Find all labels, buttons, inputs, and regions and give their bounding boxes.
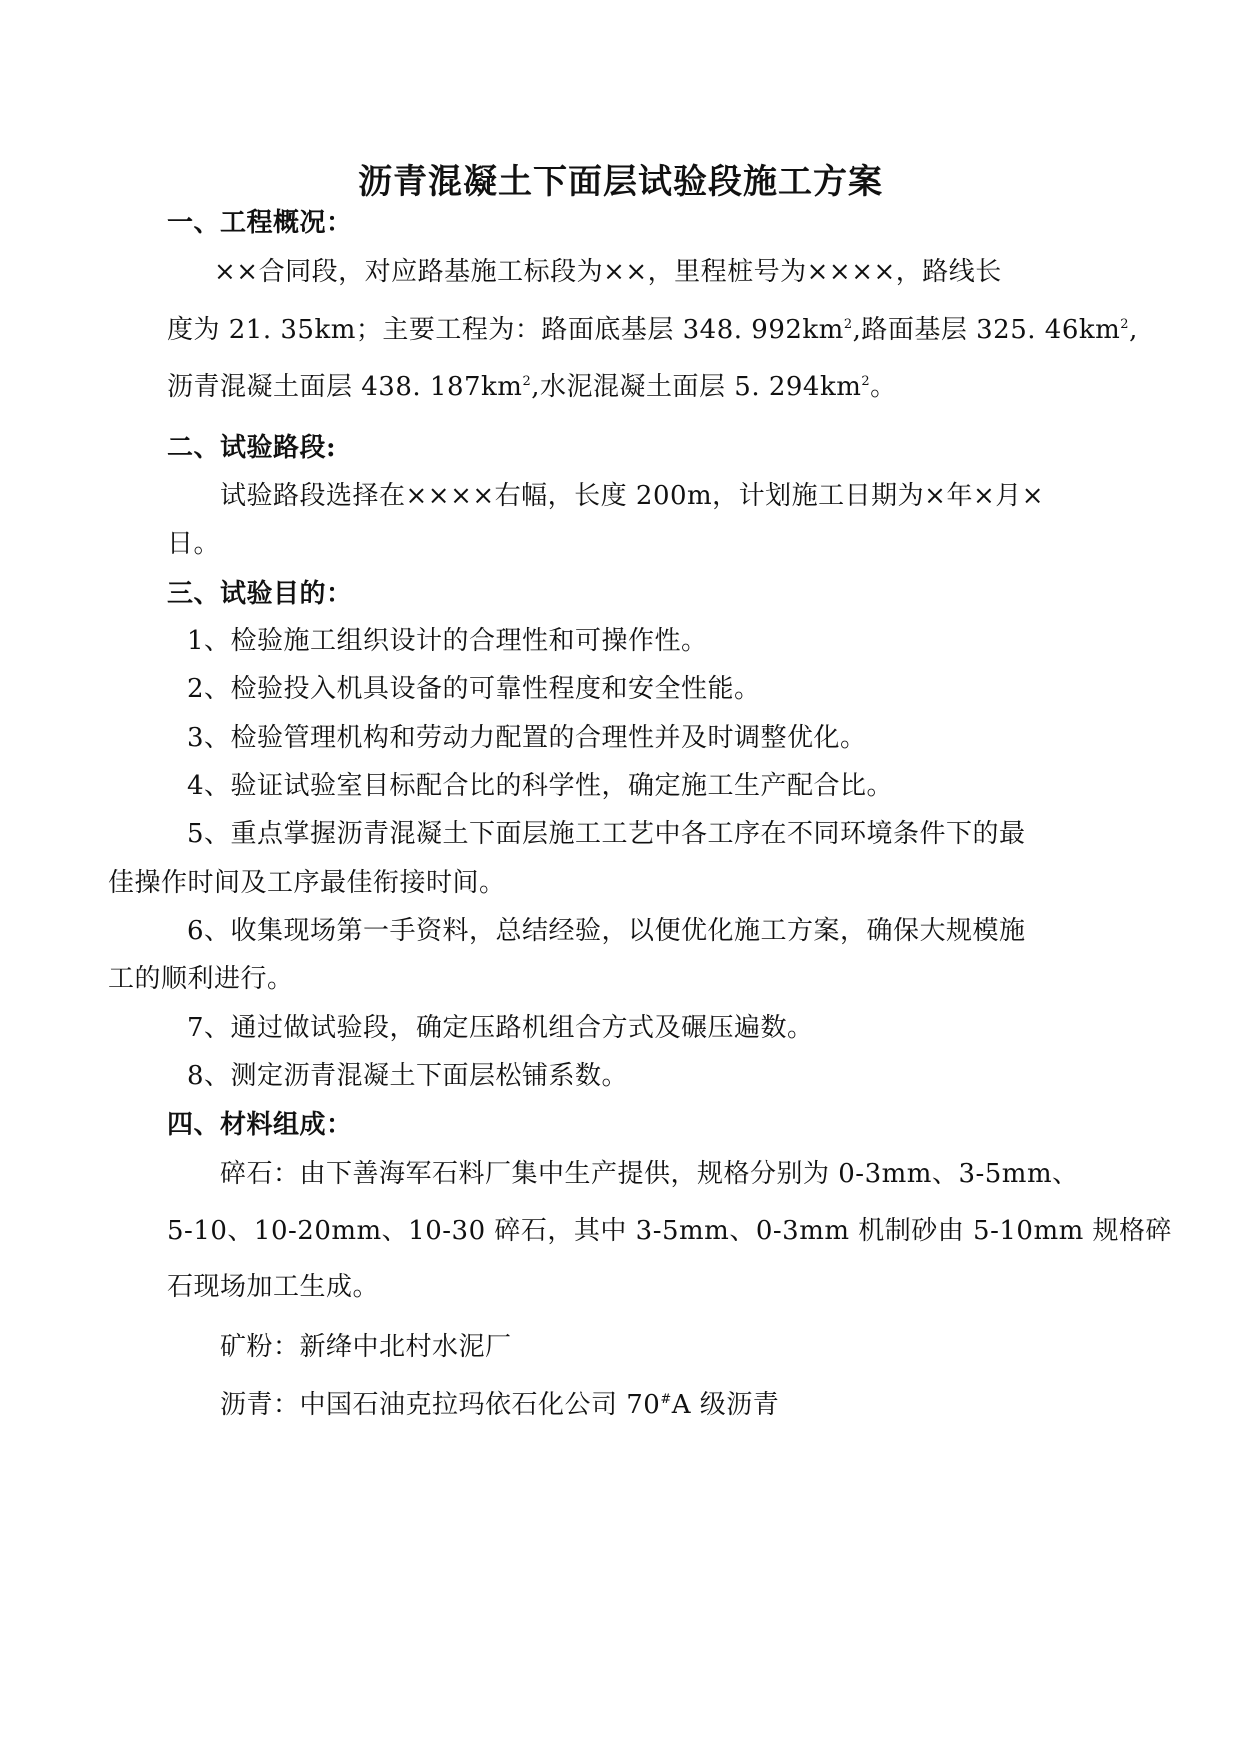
superscript: 2	[522, 374, 532, 389]
section-heading-test-section: 二、试验路段:	[167, 433, 337, 463]
section-heading-test-purpose: 三、试验目的：	[167, 579, 353, 609]
paragraph-line: 碎石：由下善海军石料厂集中生产提供，规格分别为 0-3mm、3-5mm、	[220, 1159, 1079, 1189]
list-item: 1、检验施工组织设计的合理性和可操作性。	[187, 626, 708, 656]
list-item: 8、测定沥青混凝土下面层松铺系数。	[187, 1061, 629, 1091]
text-span: ,路面基层 325. 46km	[852, 315, 1121, 345]
paragraph-line: ××合同段，对应路基施工标段为××，里程桩号为××××，路线长	[214, 257, 1002, 287]
paragraph-line: 矿粉：新绛中北村水泥厂	[220, 1332, 512, 1362]
text-span: 沥青混凝土面层 438. 187km	[167, 372, 523, 402]
list-item: 4、验证试验室目标配合比的科学性，确定施工生产配合比。	[187, 771, 894, 801]
text-span: 。	[870, 372, 897, 402]
superscript: 2	[861, 374, 871, 389]
superscript: #	[660, 1392, 672, 1407]
paragraph-line: 5-10、10-20mm、10-30 碎石，其中 3-5mm、0-3mm 机制砂由 5-10mm 规格碎	[167, 1216, 1173, 1246]
section-heading-materials: 四、材料组成：	[167, 1110, 353, 1140]
document-title: 沥青混凝土下面层试验段施工方案	[358, 162, 883, 202]
paragraph-line	[167, 313, 1138, 347]
paragraph-line	[167, 370, 897, 404]
list-item-continuation: 工的顺利进行。	[108, 964, 294, 994]
text-span: ,	[1129, 315, 1138, 345]
text-span: 沥青：中国石油克拉玛依石化公司 70	[220, 1390, 661, 1420]
superscript: 2	[843, 317, 853, 332]
list-item: 5、重点掌握沥青混凝土下面层施工工艺中各工序在不同环境条件下的最	[187, 819, 1026, 849]
paragraph-line: 日。	[167, 529, 221, 559]
paragraph-line	[220, 1388, 779, 1422]
list-item-continuation: 佳操作时间及工序最佳衔接时间。	[108, 868, 506, 898]
superscript: 2	[1120, 317, 1130, 332]
text-span: A 级沥青	[671, 1390, 780, 1420]
list-item: 7、通过做试验段，确定压路机组合方式及碾压遍数。	[187, 1013, 814, 1043]
list-item: 6、收集现场第一手资料，总结经验，以便优化施工方案，确保大规模施	[187, 916, 1026, 946]
paragraph-line: 石现场加工生成。	[167, 1272, 380, 1302]
text-span: ,水泥混凝土面层 5. 294km	[531, 372, 862, 402]
list-item: 3、检验管理机构和劳动力配置的合理性并及时调整优化。	[187, 723, 867, 753]
text-span: 度为 21. 35km；主要工程为：路面底基层 348. 992km	[167, 315, 844, 345]
section-heading-overview: 一、工程概况：	[167, 208, 353, 238]
list-item: 2、检验投入机具设备的可靠性程度和安全性能。	[187, 674, 761, 704]
paragraph-line: 试验路段选择在××××右幅，长度 200m，计划施工日期为×年×月×	[220, 481, 1045, 511]
